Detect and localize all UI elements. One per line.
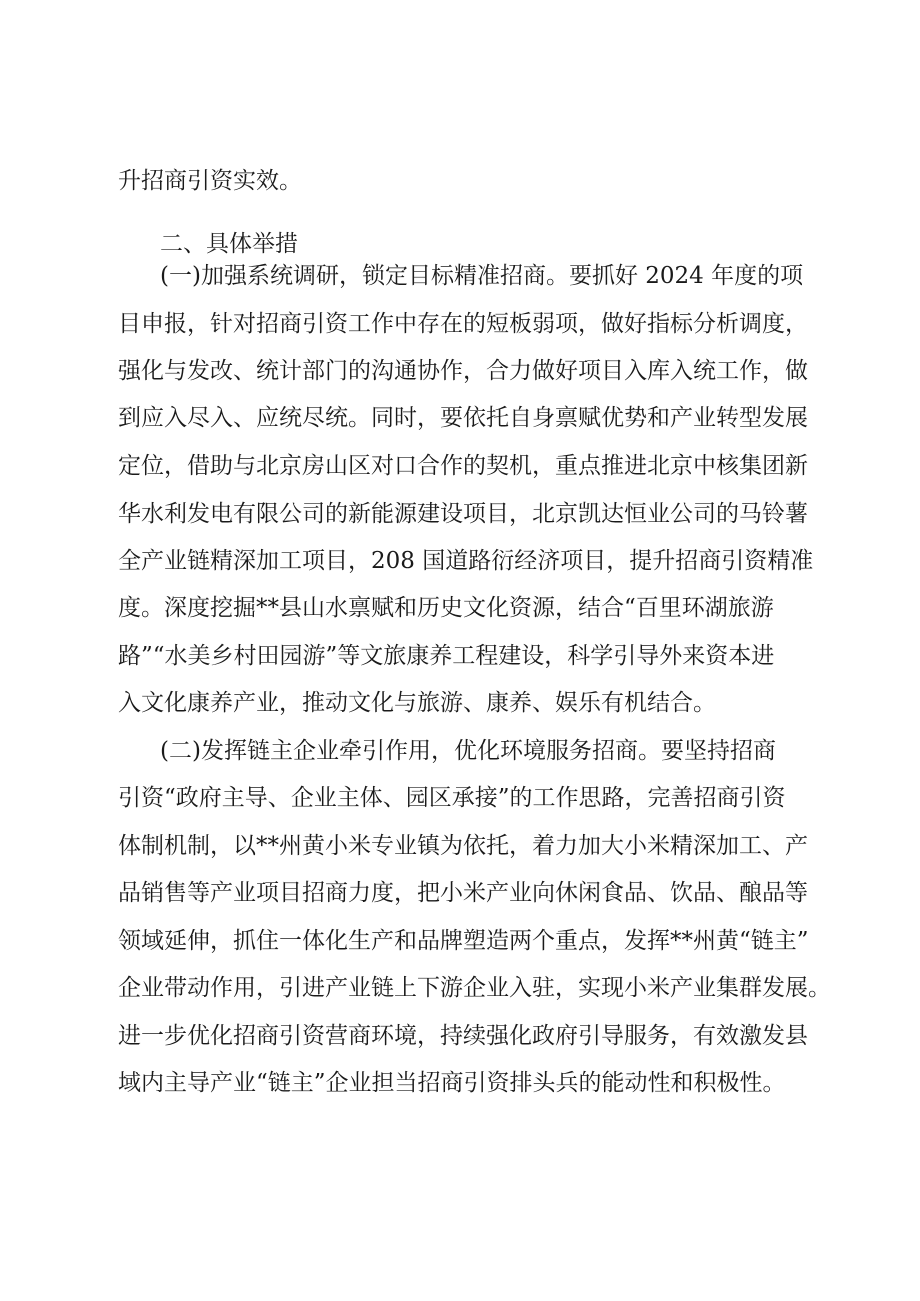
paragraph-line: 引资“政府主导、企业主体、园区承接”的工作思路，完善招商引资 (118, 785, 786, 811)
paragraph-line: (二)发挥链主企业牵引作用，优化环境服务招商。要坚持招商 (160, 738, 776, 764)
paragraph-line: 域内主导产业“链主”企业担当招商引资排头兵的能动性和积极性。 (118, 1070, 786, 1096)
paragraph-line: 品销售等产业项目招商力度，把小米产业向休闲食品、饮品、酿品等 (118, 880, 808, 906)
paragraph-line: 升招商引资实效。 (118, 168, 302, 194)
paragraph-line: 强化与发改、统计部门的沟通协作，合力做好项目入库入统工作，做 (118, 358, 808, 384)
paragraph-line: 领域延伸，抓住一体化生产和品牌塑造两个重点，发挥**州黄“链主” (118, 928, 809, 954)
paragraph-line: 进一步优化招商引资营商环境，持续强化政府引导服务，有效激发县 (118, 1023, 808, 1049)
paragraph-line: 度。深度挖掘**县山水禀赋和历史文化资源，结合“百里环湖旅游 (118, 595, 774, 621)
paragraph-line: 华水利发电有限公司的新能源建设项目，北京凯达恒业公司的马铃薯 (118, 501, 808, 527)
paragraph-line: 入文化康养产业，推动文化与旅游、康养、娱乐有机结合。 (118, 690, 716, 716)
paragraph-line: 定位，借助与北京房山区对口合作的契机，重点推进北京中核集团新 (118, 453, 808, 479)
paragraph-line: 到应入尽入、应统尽统。同时，要依托自身禀赋优势和产业转型发展 (118, 405, 808, 431)
paragraph-line: 全产业链精深加工项目，208 国道路衍经济项目，提升招商引资精准 (118, 548, 814, 574)
paragraph-line: 企业带动作用，引进产业链上下游企业入驻，实现小米产业集群发展。 (118, 975, 831, 1001)
paragraph-line: (一)加强系统调研，锁定目标精准招商。要抓好 2024 年度的项 (160, 263, 804, 289)
paragraph-line: 路”“水美乡村田园游”等文旅康养工程建设，科学引导外来资本进 (118, 643, 775, 669)
paragraph-line: 体制机制，以**州黄小米专业镇为依托，着力加大小米精深加工、产 (118, 833, 808, 859)
section-heading: 二、具体举措 (160, 231, 298, 257)
paragraph-line: 目申报，针对招商引资工作中存在的短板弱项，做好指标分析调度， (118, 311, 808, 337)
